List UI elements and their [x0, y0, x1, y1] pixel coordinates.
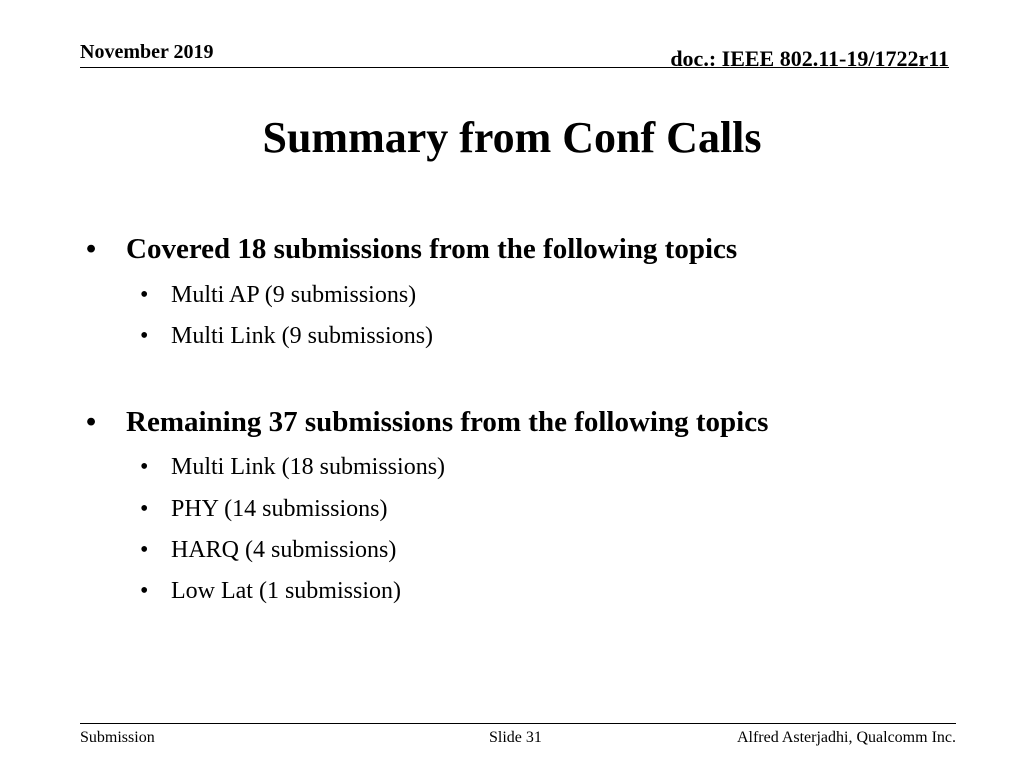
- bullet-glyph: •: [140, 537, 149, 563]
- sub-bullet: [140, 535, 396, 565]
- bullet-glyph: •: [140, 578, 149, 604]
- sub-bullet: [140, 576, 401, 606]
- bullet-glyph: •: [86, 233, 97, 265]
- sub-bullet-text: Low Lat (1 submission): [171, 578, 401, 604]
- slide-title: Summary from Conf Calls: [262, 113, 762, 162]
- header-divider: [80, 67, 949, 68]
- header-date: November 2019: [80, 41, 214, 63]
- bullet-glyph: •: [140, 323, 149, 349]
- footer-author: Alfred Asterjadhi, Qualcomm Inc.: [736, 729, 956, 746]
- sub-bullet-text: Multi Link (18 submissions): [171, 454, 446, 480]
- bullet-text: Remaining 37 submissions from the following topics: [126, 406, 769, 438]
- bullet-remaining: [86, 404, 768, 440]
- header-doc-id: doc.: IEEE 802.11-19/1722r11: [670, 46, 949, 71]
- bullet-text: Covered 18 submissions from the following topics: [126, 233, 738, 265]
- sub-bullet: [140, 452, 445, 482]
- footer-divider: [80, 723, 956, 724]
- sub-bullet: [140, 321, 433, 351]
- footer-slide-number: Slide 31: [489, 729, 542, 746]
- bullet-glyph: •: [140, 454, 149, 480]
- sub-bullet-text: Multi AP (9 submissions): [171, 282, 417, 308]
- bullet-glyph: •: [140, 282, 149, 308]
- sub-bullet-text: HARQ (4 submissions): [171, 537, 397, 563]
- bullet-covered: [86, 231, 737, 267]
- sub-bullet-text: Multi Link (9 submissions): [171, 323, 434, 349]
- sub-bullet-text: PHY (14 submissions): [171, 496, 388, 522]
- bullet-glyph: •: [140, 496, 149, 522]
- footer-submission: Submission: [80, 729, 155, 746]
- bullet-glyph: •: [86, 406, 97, 438]
- sub-bullet: [140, 494, 387, 524]
- sub-bullet: [140, 280, 416, 310]
